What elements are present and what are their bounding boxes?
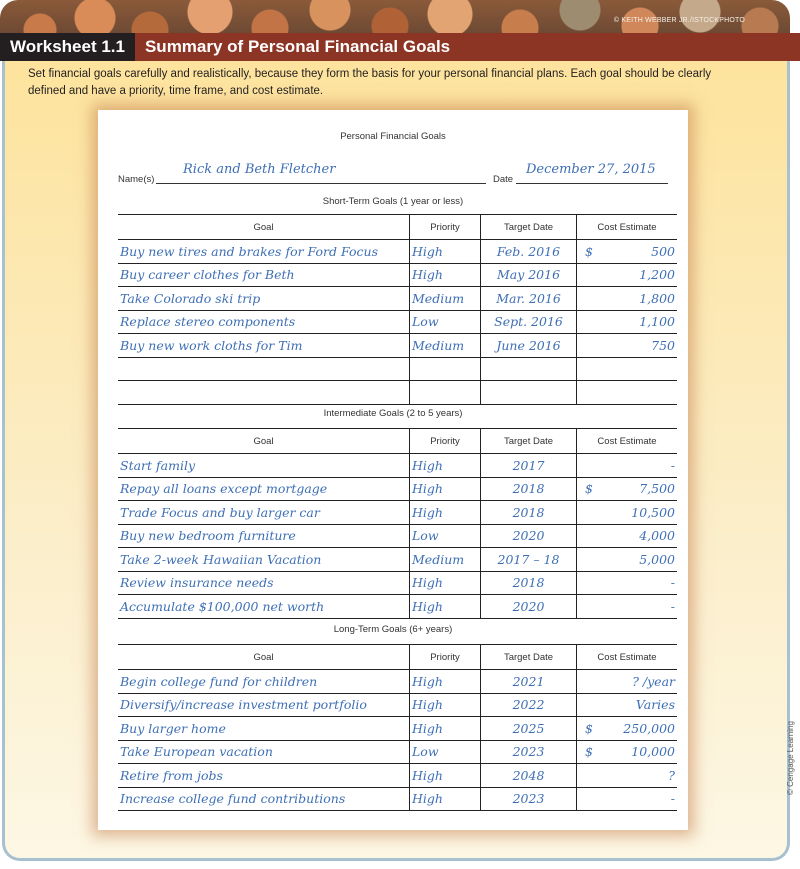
cost-value: 7,500	[639, 481, 675, 497]
target-date-cell[interactable]: 2020	[481, 595, 577, 619]
cost-value: -	[670, 791, 675, 807]
goal-row	[118, 310, 677, 334]
cost-estimate-cell[interactable]	[577, 524, 678, 548]
priority-cell[interactable]: High	[410, 263, 481, 287]
dollar-sign: $	[585, 481, 593, 497]
date-field[interactable]	[516, 183, 668, 184]
intro-text: Set financial goals carefully and realistically, because they form the basis for your personal financial plans. Each goal should be clearly defined and have a priority, time frame, and cost estimate.	[28, 68, 712, 97]
cost-value: 10,500	[631, 504, 675, 520]
goal-cell[interactable]: Accumulate $100,000 net worth	[118, 595, 410, 619]
goal-cell[interactable]: Buy new tires and brakes for Ford Focus	[118, 240, 410, 264]
goal-cell[interactable]: Buy larger home	[118, 717, 410, 741]
goal-row	[118, 287, 677, 311]
priority-cell[interactable]: High	[410, 787, 481, 811]
cost-value: 1,200	[639, 267, 675, 283]
goal-row	[118, 548, 677, 572]
goal-cell[interactable]: Review insurance needs	[118, 571, 410, 595]
header-cost-estimate: Cost Estimate	[577, 645, 678, 670]
date-label: Date	[493, 174, 514, 185]
priority-cell[interactable]: High	[410, 595, 481, 619]
short-term-table	[118, 214, 677, 405]
goal-cell[interactable]	[118, 357, 410, 381]
cost-estimate-cell[interactable]	[577, 764, 678, 788]
target-date-cell[interactable]: Sept. 2016	[481, 310, 577, 334]
goal-cell[interactable]: Diversify/increase investment portfolio	[118, 693, 410, 717]
goal-cell[interactable]: Take 2-week Hawaiian Vacation	[118, 548, 410, 572]
target-date-cell[interactable]: 2020	[481, 524, 577, 548]
priority-cell[interactable]: High	[410, 454, 481, 478]
cost-estimate-cell[interactable]	[577, 717, 678, 741]
header-target-date: Target Date	[481, 215, 577, 240]
header-priority: Priority	[410, 215, 481, 240]
intermediate-table	[118, 428, 677, 619]
target-date-cell[interactable]: 2017 – 18	[481, 548, 577, 572]
target-date-cell[interactable]: June 2016	[481, 334, 577, 358]
cost-value: 1,100	[639, 314, 675, 330]
goal-cell[interactable]: Buy new bedroom furniture	[118, 524, 410, 548]
target-date-cell[interactable]: 2018	[481, 477, 577, 501]
worksheet-title-bar	[0, 33, 800, 61]
target-date-cell[interactable]: 2023	[481, 740, 577, 764]
priority-cell[interactable]: Low	[410, 310, 481, 334]
cost-estimate-cell[interactable]	[577, 477, 678, 501]
target-date-cell[interactable]: 2021	[481, 670, 577, 694]
goal-cell[interactable]: Buy career clothes for Beth	[118, 263, 410, 287]
priority-cell[interactable]: Medium	[410, 334, 481, 358]
header-target-date: Target Date	[481, 645, 577, 670]
goal-row	[118, 334, 677, 358]
target-date-cell[interactable]: May 2016	[481, 263, 577, 287]
date-value: December 27, 2015	[526, 162, 656, 177]
goal-cell[interactable]: Take Colorado ski trip	[118, 287, 410, 311]
goal-cell[interactable]	[118, 381, 410, 405]
header-goal: Goal	[118, 429, 410, 454]
priority-cell[interactable]: High	[410, 477, 481, 501]
photo-credit: © KEITH WEBBER JR./ISTOCKPHOTO	[613, 17, 745, 24]
target-date-cell[interactable]: 2023	[481, 787, 577, 811]
priority-cell[interactable]: Medium	[410, 287, 481, 311]
target-date-cell[interactable]	[481, 357, 577, 381]
cost-estimate-cell[interactable]	[577, 263, 678, 287]
priority-cell[interactable]: High	[410, 717, 481, 741]
priority-cell[interactable]	[410, 357, 481, 381]
header-target-date: Target Date	[481, 429, 577, 454]
cost-value: -	[670, 457, 675, 473]
goal-cell[interactable]: Retire from jobs	[118, 764, 410, 788]
header-goal: Goal	[118, 215, 410, 240]
target-date-cell[interactable]: Mar. 2016	[481, 287, 577, 311]
goal-row	[118, 693, 677, 717]
goal-cell[interactable]: Trade Focus and buy larger car	[118, 501, 410, 525]
dollar-sign: $	[585, 720, 593, 736]
names-field[interactable]	[156, 183, 486, 184]
priority-cell[interactable]: High	[410, 670, 481, 694]
cost-estimate-cell[interactable]	[577, 787, 678, 811]
target-date-cell[interactable]: 2017	[481, 454, 577, 478]
goal-row	[118, 787, 677, 811]
target-date-cell[interactable]: 2018	[481, 501, 577, 525]
cost-value: 750	[651, 337, 675, 353]
target-date-cell[interactable]	[481, 381, 577, 405]
header-cost-estimate: Cost Estimate	[577, 215, 678, 240]
goal-row	[118, 670, 677, 694]
cost-estimate-cell[interactable]	[577, 740, 678, 764]
header-cost-estimate: Cost Estimate	[577, 429, 678, 454]
goal-row	[118, 764, 677, 788]
goal-cell[interactable]: Take European vacation	[118, 740, 410, 764]
goal-row	[118, 501, 677, 525]
goal-row	[118, 477, 677, 501]
publisher-credit: © Cengage Learning	[786, 721, 795, 795]
cost-estimate-cell[interactable]	[577, 454, 678, 478]
goal-cell[interactable]: Repay all loans except mortgage	[118, 477, 410, 501]
cost-estimate-cell[interactable]	[577, 381, 678, 405]
goal-row	[118, 595, 677, 619]
cost-estimate-cell[interactable]	[577, 357, 678, 381]
dollar-sign: $	[585, 243, 593, 259]
goal-row	[118, 524, 677, 548]
target-date-cell[interactable]: 2048	[481, 764, 577, 788]
priority-cell[interactable]	[410, 381, 481, 405]
cost-estimate-cell[interactable]	[577, 571, 678, 595]
dollar-sign: $	[585, 744, 593, 760]
target-date-cell[interactable]: Feb. 2016	[481, 240, 577, 264]
cost-estimate-cell[interactable]	[577, 693, 678, 717]
priority-cell[interactable]: High	[410, 764, 481, 788]
header-priority: Priority	[410, 429, 481, 454]
priority-cell[interactable]: High	[410, 571, 481, 595]
names-value: Rick and Beth Fletcher	[183, 162, 336, 177]
cost-estimate-cell[interactable]	[577, 287, 678, 311]
goal-cell[interactable]: Begin college fund for children	[118, 670, 410, 694]
short-term-title: Short-Term Goals (1 year or less)	[322, 196, 464, 207]
priority-cell[interactable]: Medium	[410, 548, 481, 572]
cost-estimate-cell[interactable]	[577, 240, 678, 264]
priority-cell[interactable]: Low	[410, 740, 481, 764]
goal-row	[118, 454, 677, 478]
cost-value: ? /year	[632, 673, 675, 689]
cost-value: -	[670, 598, 675, 614]
cost-value: 250,000	[623, 720, 675, 736]
target-date-cell[interactable]: 2018	[481, 571, 577, 595]
priority-cell[interactable]: High	[410, 240, 481, 264]
cost-value: 4,000	[639, 528, 675, 544]
worksheet-number: Worksheet 1.1	[0, 33, 135, 61]
names-label: Name(s)	[118, 174, 155, 185]
goal-cell[interactable]: Increase college fund contributions	[118, 787, 410, 811]
cost-estimate-cell[interactable]	[577, 670, 678, 694]
long-term-table	[118, 644, 677, 811]
cost-value: Varies	[635, 697, 675, 713]
cost-value: ?	[668, 767, 675, 783]
cost-estimate-cell[interactable]	[577, 595, 678, 619]
goal-row	[118, 381, 677, 405]
goal-row	[118, 717, 677, 741]
goal-cell[interactable]: Replace stereo components	[118, 310, 410, 334]
long-term-title: Long-Term Goals (6+ years)	[333, 624, 453, 635]
goal-row	[118, 740, 677, 764]
target-date-cell[interactable]: 2025	[481, 717, 577, 741]
target-date-cell[interactable]: 2022	[481, 693, 577, 717]
priority-cell[interactable]: High	[410, 693, 481, 717]
cost-estimate-cell[interactable]	[577, 548, 678, 572]
cost-value: -	[670, 575, 675, 591]
header-priority: Priority	[410, 645, 481, 670]
goal-row	[118, 571, 677, 595]
priority-cell[interactable]: Low	[410, 524, 481, 548]
intermediate-title: Intermediate Goals (2 to 5 years)	[323, 408, 463, 419]
form-title: Personal Financial Goals	[340, 131, 446, 142]
cost-estimate-cell[interactable]	[577, 334, 678, 358]
priority-cell[interactable]: High	[410, 501, 481, 525]
goal-row	[118, 263, 677, 287]
goal-row	[118, 357, 677, 381]
cost-value: 5,000	[639, 551, 675, 567]
goal-cell[interactable]: Buy new work cloths for Tim	[118, 334, 410, 358]
goal-cell[interactable]: Start family	[118, 454, 410, 478]
cost-estimate-cell[interactable]	[577, 310, 678, 334]
pennies-photo-banner	[0, 0, 790, 33]
cost-estimate-cell[interactable]	[577, 501, 678, 525]
worksheet-title: Summary of Personal Financial Goals	[144, 37, 451, 56]
cost-value: 500	[651, 243, 675, 259]
goals-form	[98, 110, 688, 830]
cost-value: 10,000	[631, 744, 675, 760]
header-goal: Goal	[118, 645, 410, 670]
cost-value: 1,800	[639, 290, 675, 306]
goal-row	[118, 240, 677, 264]
